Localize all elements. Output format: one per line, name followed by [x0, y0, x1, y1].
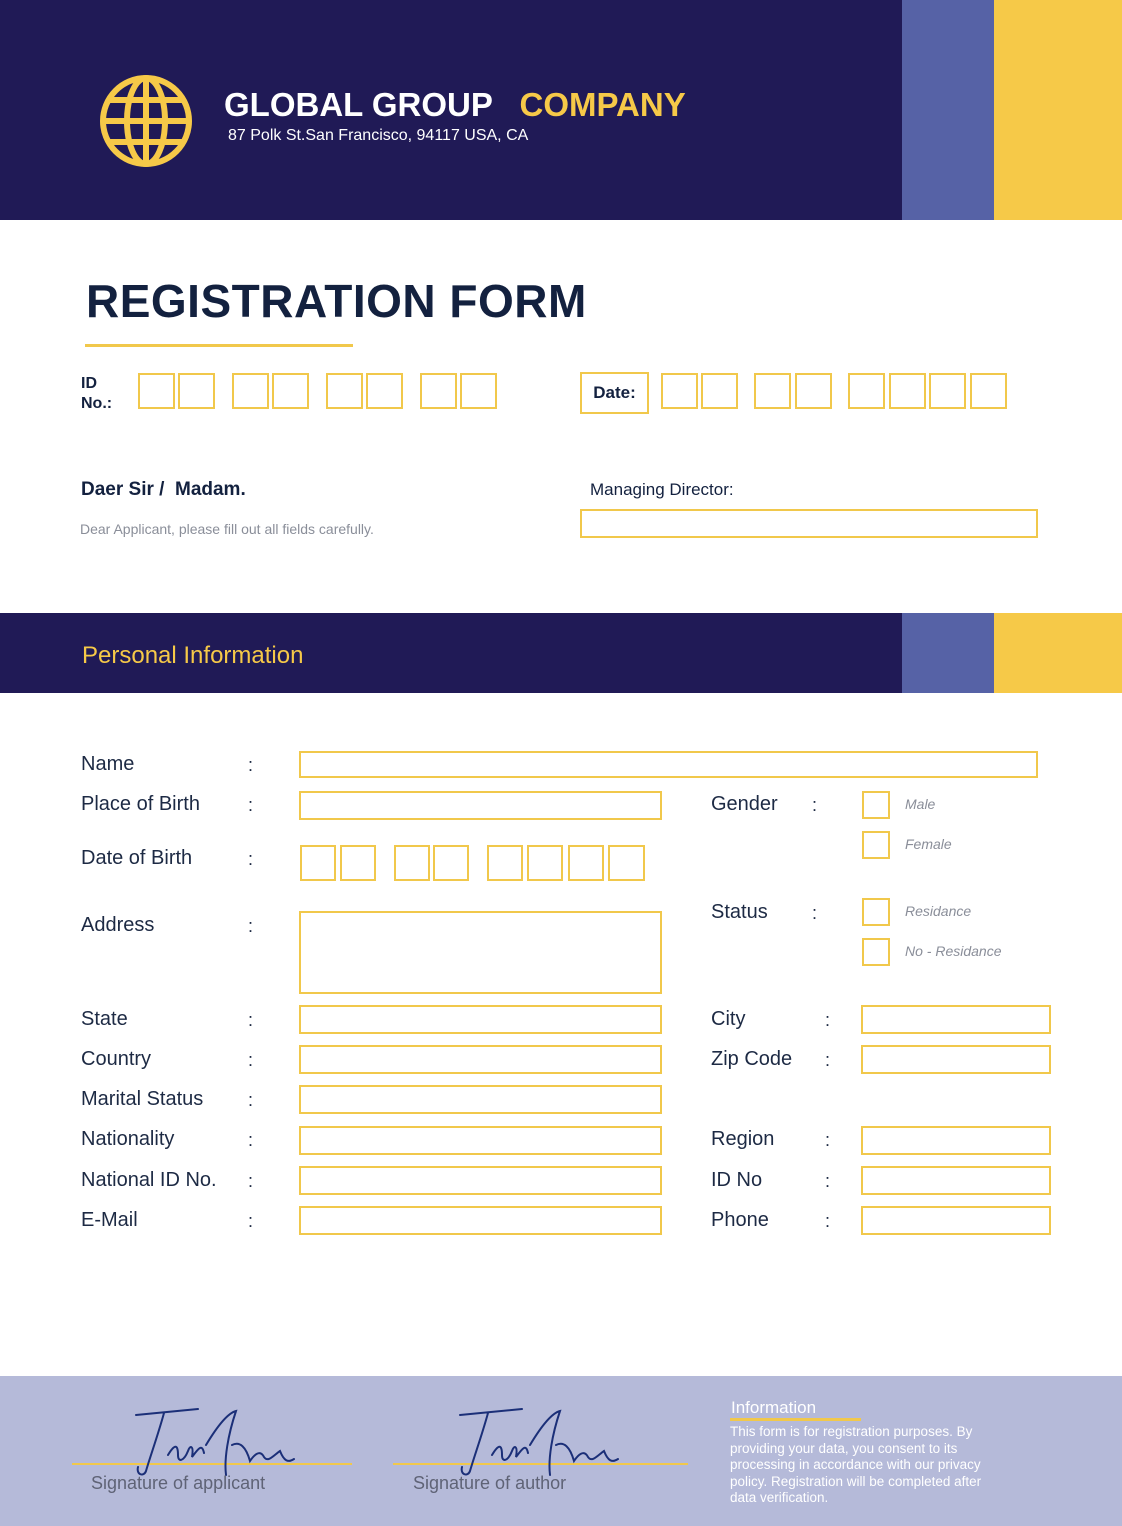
nationality-colon: :	[248, 1130, 254, 1150]
no-residance-checkbox[interactable]	[862, 938, 890, 966]
state-colon: :	[248, 1010, 254, 1030]
state-field[interactable]	[299, 1005, 662, 1034]
phone-label: Phone	[711, 1209, 769, 1231]
address-label: Address	[81, 914, 155, 936]
no-residance-label: No - Residance	[905, 943, 1002, 959]
id-digit-3[interactable]	[232, 373, 269, 409]
marital-status-colon: :	[248, 1090, 254, 1110]
name-colon: :	[248, 755, 254, 775]
globe-icon	[98, 73, 194, 169]
email-field[interactable]	[299, 1206, 662, 1235]
date-digit-7[interactable]	[929, 373, 966, 409]
male-checkbox[interactable]	[862, 791, 890, 819]
date-of-birth-colon: :	[248, 849, 254, 869]
id-digit-5[interactable]	[326, 373, 363, 409]
zip-code-colon: :	[825, 1050, 831, 1070]
header-accent-yellow	[994, 0, 1122, 220]
page-title: REGISTRATION FORM	[86, 275, 587, 327]
country-field[interactable]	[299, 1045, 662, 1074]
id-label-line1: ID	[81, 375, 97, 392]
city-label: City	[711, 1008, 746, 1030]
phone-field[interactable]	[861, 1206, 1051, 1235]
gender-label: Gender	[711, 793, 778, 815]
zip-code-label: Zip Code	[711, 1048, 793, 1070]
male-label: Male	[905, 796, 936, 812]
place-of-birth-colon: :	[248, 795, 254, 815]
company-name-suffix: COMPANY	[519, 86, 686, 123]
country-label: Country	[81, 1048, 152, 1070]
date-of-birth-label: Date of Birth	[81, 847, 193, 869]
date-digit-5[interactable]	[848, 373, 885, 409]
date-digit-3[interactable]	[754, 373, 791, 409]
info-title-underline	[730, 1418, 861, 1421]
date-digit-4[interactable]	[795, 373, 832, 409]
female-checkbox[interactable]	[862, 831, 890, 859]
id-no-label: ID No	[711, 1169, 763, 1191]
id-digit-2[interactable]	[178, 373, 215, 409]
marital-status-label: Marital Status	[81, 1088, 204, 1110]
id-label-line2: No.:	[81, 395, 113, 412]
national-id-field[interactable]	[299, 1166, 662, 1195]
country-colon: :	[248, 1050, 254, 1070]
address-field[interactable]	[299, 911, 662, 994]
zip-code-field[interactable]	[861, 1045, 1051, 1074]
status-label: Status	[711, 901, 768, 923]
date-digit-1[interactable]	[661, 373, 698, 409]
dob-digit-4[interactable]	[433, 845, 469, 881]
date-digit-8[interactable]	[970, 373, 1007, 409]
id-digit-1[interactable]	[138, 373, 175, 409]
state-label: State	[81, 1008, 128, 1030]
id-no-colon: :	[825, 1171, 831, 1191]
header-accent-purple	[902, 0, 994, 220]
dob-digit-2[interactable]	[340, 845, 376, 881]
date-digit-6[interactable]	[889, 373, 926, 409]
nationality-label: Nationality	[81, 1128, 175, 1150]
id-digit-6[interactable]	[366, 373, 403, 409]
managing-director-field[interactable]	[580, 509, 1038, 538]
national-id-colon: :	[248, 1171, 254, 1191]
date-digit-2[interactable]	[701, 373, 738, 409]
dob-digit-6[interactable]	[527, 845, 563, 881]
place-of-birth-label: Place of Birth	[81, 793, 200, 815]
region-field[interactable]	[861, 1126, 1051, 1155]
id-digit-8[interactable]	[460, 373, 497, 409]
phone-colon: :	[825, 1211, 831, 1231]
nationality-field[interactable]	[299, 1126, 662, 1155]
applicant-signature-label: Signature of applicant	[91, 1473, 266, 1493]
region-colon: :	[825, 1130, 831, 1150]
info-title: Information	[731, 1398, 817, 1417]
date-label-box	[580, 372, 649, 414]
place-of-birth-field[interactable]	[299, 791, 662, 820]
author-signature-label: Signature of author	[413, 1473, 567, 1493]
title-underline	[85, 344, 353, 347]
company-name	[224, 86, 686, 124]
dob-digit-1[interactable]	[300, 845, 336, 881]
national-id-label: National ID No.	[81, 1169, 217, 1191]
info-text: This form is for registration purposes. By providing your data, you consent to its processing in accordance with our privacy policy. Registration will be completed after data verification.	[730, 1424, 982, 1505]
residance-label: Residance	[905, 903, 972, 919]
residance-checkbox[interactable]	[862, 898, 890, 926]
id-digit-4[interactable]	[272, 373, 309, 409]
company-name-main: GLOBAL GROUP	[224, 86, 493, 123]
dob-digit-5[interactable]	[487, 845, 523, 881]
region-label: Region	[711, 1128, 775, 1150]
email-colon: :	[248, 1211, 254, 1231]
applicant-note: Dear Applicant, please fill out all fields carefully.	[80, 521, 374, 537]
marital-status-field[interactable]	[299, 1085, 662, 1114]
city-field[interactable]	[861, 1005, 1051, 1034]
name-label: Name	[81, 753, 135, 775]
gender-colon: :	[812, 795, 818, 815]
section-accent-purple	[902, 613, 994, 693]
name-field[interactable]	[299, 751, 1038, 778]
section-title: Personal Information	[82, 642, 304, 669]
city-colon: :	[825, 1010, 831, 1030]
status-colon: :	[812, 903, 818, 923]
greeting: Daer Sir / Madam.	[81, 479, 246, 500]
dob-digit-8[interactable]	[608, 845, 645, 881]
id-digit-7[interactable]	[420, 373, 457, 409]
id-no-field[interactable]	[861, 1166, 1051, 1195]
section-accent-yellow	[994, 613, 1122, 693]
dob-digit-7[interactable]	[568, 845, 604, 881]
date-label: Date:	[593, 383, 636, 402]
address-colon: :	[248, 916, 254, 936]
company-address: 87 Polk St.San Francisco, 94117 USA, CA	[228, 127, 529, 144]
female-label: Female	[905, 836, 952, 852]
dob-digit-3[interactable]	[394, 845, 430, 881]
managing-director-label: Managing Director:	[590, 480, 734, 499]
email-label: E-Mail	[81, 1209, 138, 1231]
id-label	[81, 374, 112, 414]
